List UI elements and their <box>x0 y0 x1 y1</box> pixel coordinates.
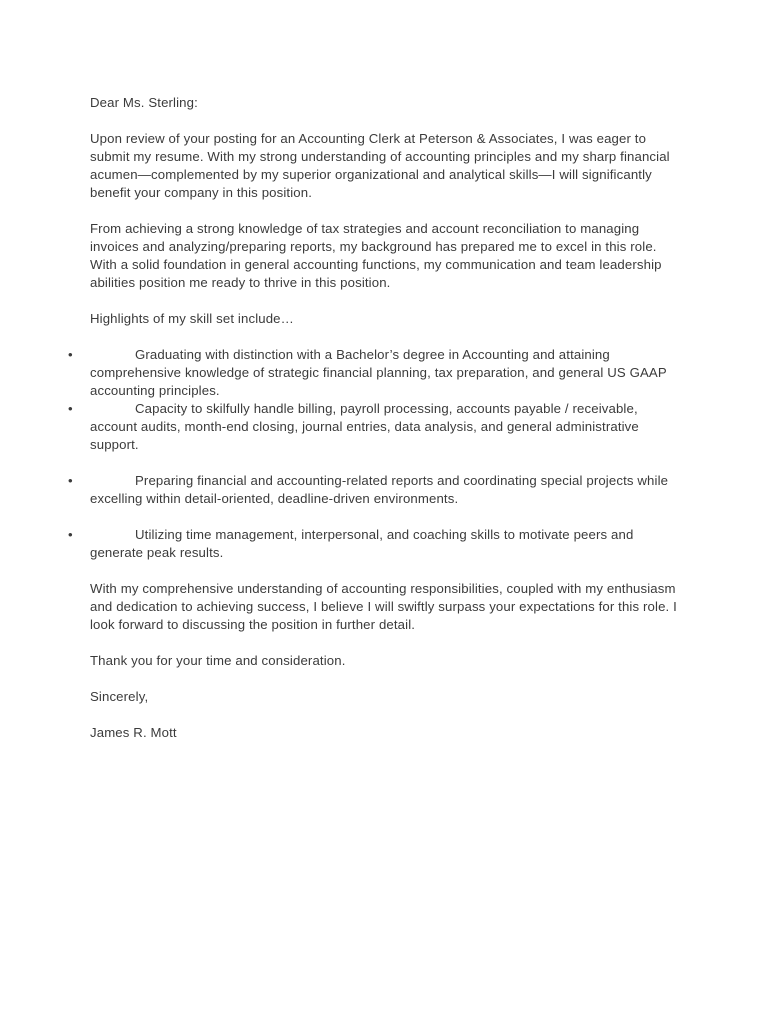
spacer <box>90 670 682 688</box>
spacer <box>90 706 682 724</box>
paragraph-closing: With my comprehensive understanding of accounting responsibilities, coupled with my enthusiasm and dedication to achieving success, I believe I will swiftly surpass your expectations for this role. I look forward to discussing the position in further detail. <box>90 581 677 632</box>
list-item-text: Preparing financial and accounting-related reports and coordinating special projects while excelling within detail-oriented, deadline-driven environments. <box>90 473 669 506</box>
list-item <box>68 472 682 508</box>
bullet-icon: • <box>68 347 73 362</box>
list-item <box>68 400 682 454</box>
spacer <box>90 112 682 130</box>
bullet-icon: • <box>68 527 73 542</box>
bullet-icon: • <box>68 473 73 488</box>
list-item-text: Utilizing time management, interpersonal, and coaching skills to motivate peers and generate peak results. <box>90 527 634 560</box>
spacer <box>90 634 682 652</box>
spacer <box>90 202 682 220</box>
skills-bullet-list <box>68 346 682 562</box>
bullet-icon: • <box>68 401 73 416</box>
list-item <box>68 526 682 562</box>
list-item <box>68 346 682 400</box>
salutation: Dear Ms. Sterling: <box>90 95 198 110</box>
sender-name: James R. Mott <box>90 725 177 740</box>
spacer <box>90 328 682 346</box>
thanks-line: Thank you for your time and consideration. <box>90 653 346 668</box>
paragraph-intro: Upon review of your posting for an Accounting Clerk at Peterson & Associates, I was eager to submit my resume. With my strong understanding of accounting principles and my sharp financial acumen—complemented by my superior organizational and analytical skills—I will significantly benefit your company in this position. <box>90 131 670 200</box>
signature-block <box>90 688 682 742</box>
list-item-text: Graduating with distinction with a Bachelor’s degree in Accounting and attaining comprehensive knowledge of strategic financial planning, tax preparation, and general US GAAP accounting principles. <box>90 347 667 398</box>
spacer <box>90 562 682 580</box>
skills-list-intro: Highlights of my skill set include… <box>90 311 294 326</box>
spacer <box>90 292 682 310</box>
sign-off: Sincerely, <box>90 689 149 704</box>
letter-body <box>68 94 682 742</box>
paragraph-experience: From achieving a strong knowledge of tax strategies and account reconciliation to managing invoices and analyzing/preparing reports, my background has prepared me to excel in this role. With a solid foundation in general accounting functions, my communication and team leadership abilities position me ready to thrive in this position. <box>90 221 662 290</box>
list-item-text: Capacity to skilfully handle billing, payroll processing, accounts payable / receivable, account audits, month-end closing, journal entries, data analysis, and general administrative support. <box>90 401 639 452</box>
